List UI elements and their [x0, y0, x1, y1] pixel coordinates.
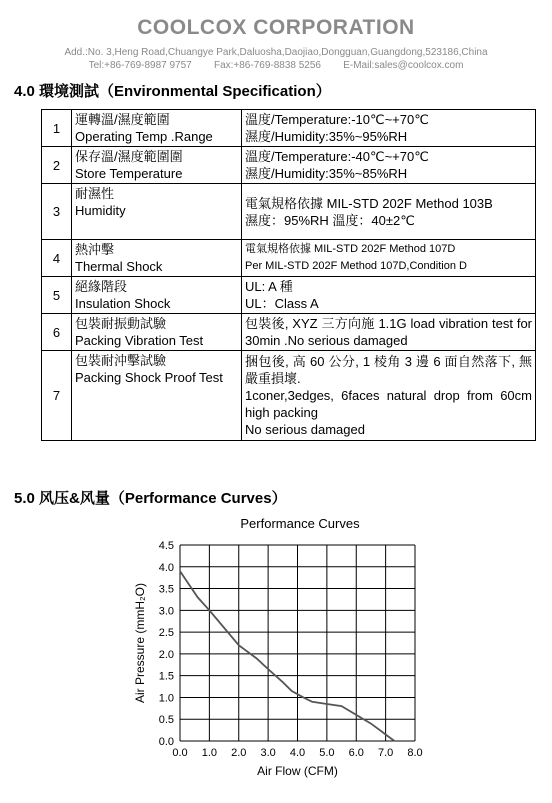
spec-line: 電氣規格依據 MIL-STD 202F Method 107D: [245, 243, 456, 255]
spec-line: 濕度/Humidity:35%~95%RH: [245, 129, 408, 144]
row-number: 7: [42, 351, 72, 441]
item-zh: 包裝耐振動試驗: [75, 316, 167, 331]
y-tick-label: 0.0: [158, 736, 174, 748]
row-number: 4: [42, 240, 72, 277]
item-zh: 耐濕性: [75, 186, 115, 201]
y-tick-label: 2.0: [158, 648, 174, 661]
chart-title: Performance Curves: [240, 516, 360, 531]
spec-line: 捆包後, 高 60 公分, 1 棱角 3 邊 6 面自然落下, 無嚴重損壞.: [245, 354, 532, 386]
item-cell: [72, 314, 242, 351]
x-tick-label: 3.0: [260, 747, 276, 759]
environmental-spec-table: [41, 109, 536, 441]
y-tick-label: 0.5: [158, 714, 174, 727]
y-tick-label: 1.0: [158, 692, 174, 705]
spec-line: 1coner,3edges, 6faces natural drop from 60cm high packing: [245, 388, 532, 420]
item-en: Store Temperature: [75, 166, 183, 181]
item-en: Packing Shock Proof Test: [75, 370, 223, 385]
table-row: [42, 314, 536, 351]
item-cell: [72, 184, 242, 240]
x-tick-label: 5.0: [319, 747, 335, 759]
x-tick-label: 4.0: [289, 747, 306, 759]
y-tick-label: 3.0: [158, 605, 174, 618]
performance-curve-line: [180, 571, 394, 741]
item-en: Thermal Shock: [75, 259, 163, 274]
spec-cell: [242, 314, 536, 351]
row-number: 5: [42, 277, 72, 314]
spec-line: UL：Class A: [245, 296, 319, 311]
spec-line: 溫度/Temperature:-40℃~+70℃: [245, 149, 429, 164]
item-cell: [72, 351, 242, 441]
spec-cell: [242, 184, 536, 240]
section-4-title: 4.0 環境測試（Environmental Specification）: [14, 83, 331, 100]
spec-cell: [242, 351, 536, 441]
table-row: [42, 184, 536, 240]
item-cell: [72, 277, 242, 314]
spec-cell: [242, 110, 536, 147]
item-zh: 包裝耐沖擊試驗: [75, 353, 167, 368]
spec-line: 電氣規格依據 MIL-STD 202F Method 103B: [245, 195, 493, 211]
company-contact: Tel:+86-769-8987 9757 Fax:+86-769-8838 5256 E-Mail:sales@coolcox.com: [88, 60, 464, 71]
spec-line: UL: A 種: [245, 279, 293, 294]
section-5-title: 5.0 风压&风量（Performance Curves）: [14, 490, 287, 507]
x-tick-label: 6.0: [348, 747, 364, 759]
row-number: 2: [42, 147, 72, 184]
y-tick-label: 1.5: [158, 670, 174, 683]
row-number: 3: [42, 184, 72, 240]
x-tick-label: 7.0: [377, 747, 394, 759]
spec-line: No serious damaged: [245, 422, 365, 437]
table-row: [42, 110, 536, 147]
table-row: [42, 240, 536, 277]
item-cell: [72, 147, 242, 184]
item-en: Humidity: [75, 203, 126, 218]
x-tick-label: 2.0: [231, 747, 247, 759]
spec-line: 包裝後, XYZ 三方向施 1.1G load vibration test for 30min .No serious damaged: [245, 316, 532, 348]
item-en: Insulation Shock: [75, 296, 171, 311]
spec-cell: [242, 277, 536, 314]
x-tick-label: 0.0: [172, 747, 188, 759]
spec-line: 濕度：95%RH 溫度：40±2℃: [245, 212, 415, 228]
row-number: 6: [42, 314, 72, 351]
y-tick-label: 4.0: [158, 561, 174, 574]
item-zh: 絕緣階段: [75, 279, 128, 294]
company-address: Add.:No. 3,Heng Road,Chuangye Park,Daluosha,Daojiao,Dongguan,Guangdong,523186,China: [64, 47, 488, 58]
y-axis-label: Air Pressure (mmH₂O): [133, 583, 147, 703]
y-tick-label: 2.5: [158, 627, 174, 640]
table-row: [42, 351, 536, 441]
x-axis-label: Air Flow (CFM): [257, 764, 338, 778]
row-number: 1: [42, 110, 72, 147]
item-cell: [72, 110, 242, 147]
spec-line: 溫度/Temperature:-10℃~+70℃: [245, 112, 429, 127]
y-tick-label: 4.5: [158, 540, 174, 552]
item-cell: [72, 240, 242, 277]
y-tick-label: 3.5: [158, 583, 174, 596]
company-name: COOLCOX CORPORATION: [137, 16, 415, 39]
item-zh: 熱沖擊: [75, 242, 115, 257]
table-row: [42, 277, 536, 314]
spec-cell: [242, 147, 536, 184]
item-en: Packing Vibration Test: [75, 333, 204, 348]
table-row: [42, 147, 536, 184]
spec-cell: [242, 240, 536, 277]
performance-curve-chart: [120, 530, 440, 792]
spec-line: 濕度/Humidity:35%~85%RH: [245, 166, 408, 181]
x-tick-label: 8.0: [407, 747, 423, 759]
item-zh: 保存溫/濕度範圍圍: [75, 149, 183, 164]
item-zh: 運轉溫/濕度範圍: [75, 112, 170, 127]
x-tick-label: 1.0: [201, 747, 218, 759]
spec-line: Per MIL-STD 202F Method 107D,Condition D: [245, 260, 467, 272]
item-en: Operating Temp .Range: [75, 129, 213, 144]
